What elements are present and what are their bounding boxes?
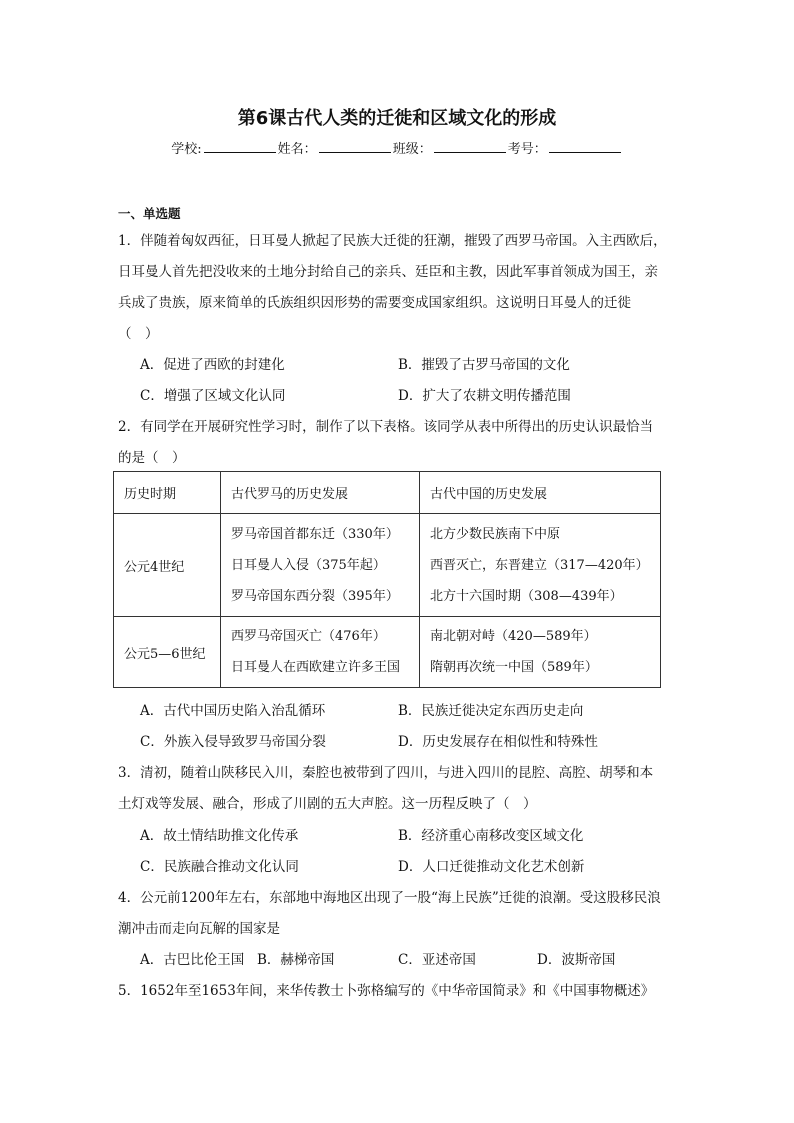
exam-no-label: 考号： [507,142,547,157]
row1-china-item: 西晋灭亡，东晋建立（317—420年） [430,557,649,573]
history-table [113,471,661,688]
q2-option-d[interactable]: D．历史发展存在相似性和特殊性 [398,734,598,750]
q1-option-b[interactable]: B．摧毁了古罗马帝国的文化 [398,357,570,373]
header-china: 古代中国的历史发展 [420,472,661,514]
exam-no-blank[interactable] [549,140,621,153]
class-label: 班级： [392,142,432,157]
row2-china [420,617,661,688]
name-label: 姓名： [277,142,317,157]
row1-rome-item: 罗马帝国东西分裂（395年） [231,588,399,604]
name-blank[interactable] [319,140,391,153]
row1-china-item: 北方少数民族南下中原 [430,526,561,542]
table-row [114,514,661,617]
class-blank[interactable] [434,140,506,153]
table-row [114,617,661,688]
student-info-line [0,138,794,157]
school-blank[interactable] [204,140,276,153]
q4-line-1: 4．公元前1200年左右，东部地中海地区出现了一股“海上民族”迁徙的浪潮。受这股移民浪 [118,890,661,906]
q3-option-a[interactable]: A．故土情结助推文化传承 [140,828,299,844]
q2-line-1: 2．有同学在开展研究性学习时，制作了以下表格。该同学从表中所得出的历史认识最恰当 [118,419,654,435]
q3-option-b[interactable]: B．经济重心南移改变区域文化 [398,828,584,844]
row1-china-item: 北方十六国时期（308—439年） [430,588,623,604]
header-rome: 古代罗马的历史发展 [221,472,420,514]
q1-line-4: （ ） [118,326,159,342]
row1-rome [221,514,420,617]
q2-option-a[interactable]: A．古代中国历史陷入治乱循环 [140,703,326,719]
q1-line-1: 1．伴随着匈奴西征，日耳曼人掀起了民族大迁徙的狂潮，摧毁了西罗马帝国。入主西欧后， [118,233,667,249]
q1-line-2: 日耳曼人首先把没收来的土地分封给自己的亲兵、廷臣和主教，因此军事首领成为国王，亲 [118,264,658,280]
q3-line-1: 3．清初，随着山陕移民入川，秦腔也被带到了四川，与进入四川的昆腔、高腔、胡琴和本 [118,765,654,781]
q4-option-b[interactable]: B．赫梯帝国 [257,952,335,968]
q1-line-3: 兵成了贵族，原来简单的氏族组织因形势的需要变成国家组织。这说明日耳曼人的迁徙 [118,295,631,311]
q5-line-1: 5．1652年至1653年间，来华传教士卜弥格编写的《中华帝国简录》和《中国事物概述》 [118,983,655,999]
q4-option-d[interactable]: D．波斯帝国 [537,952,616,968]
row2-rome-item: 日耳曼人在西欧建立许多王国 [231,660,401,675]
row2-rome-item: 西罗马帝国灭亡（476年） [231,629,386,644]
q2-line-2: 的是（ ） [118,450,186,466]
row1-china [420,514,661,617]
q4-option-c[interactable]: C．亚述帝国 [398,952,476,968]
row1-period: 公元4世纪 [114,514,221,617]
row1-rome-item: 日耳曼人入侵（375年起） [231,557,386,573]
q1-option-d[interactable]: D．扩大了农耕文明传播范围 [398,388,571,404]
q2-option-b[interactable]: B．民族迁徙决定东西历史走向 [398,703,584,719]
row1-rome-item: 罗马帝国首都东迁（330年） [231,526,399,542]
q1-option-a[interactable]: A．促进了西欧的封建化 [140,357,285,373]
q1-option-c[interactable]: C．增强了区域文化认同 [140,388,286,404]
q3-option-c[interactable]: C．民族融合推动文化认同 [140,859,299,875]
row2-china-item: 隋朝再次统一中国（589年） [430,660,598,675]
row2-period: 公元5—6世纪 [114,617,221,688]
row2-china-item: 南北朝对峙（420—589年） [430,629,597,644]
table-header-row [114,472,661,514]
header-period: 历史时期 [114,472,221,514]
row2-rome [221,617,420,688]
section-heading: 一、单选题 [118,206,181,221]
page-title: 第6课古代人类的迁徙和区域文化的形成 [237,108,557,129]
q4-option-a[interactable]: A．古巴比伦王国 [140,952,245,968]
q3-option-d[interactable]: D．人口迁徙推动文化艺术创新 [398,859,585,875]
q2-option-c[interactable]: C．外族入侵导致罗马帝国分裂 [140,734,326,750]
school-label: 学校: [171,142,202,157]
q3-line-2: 土灯戏等发展、融合，形成了川剧的五大声腔。这一历程反映了（ ） [118,796,537,812]
q4-line-2: 潮冲击而走向瓦解的国家是 [118,921,280,937]
